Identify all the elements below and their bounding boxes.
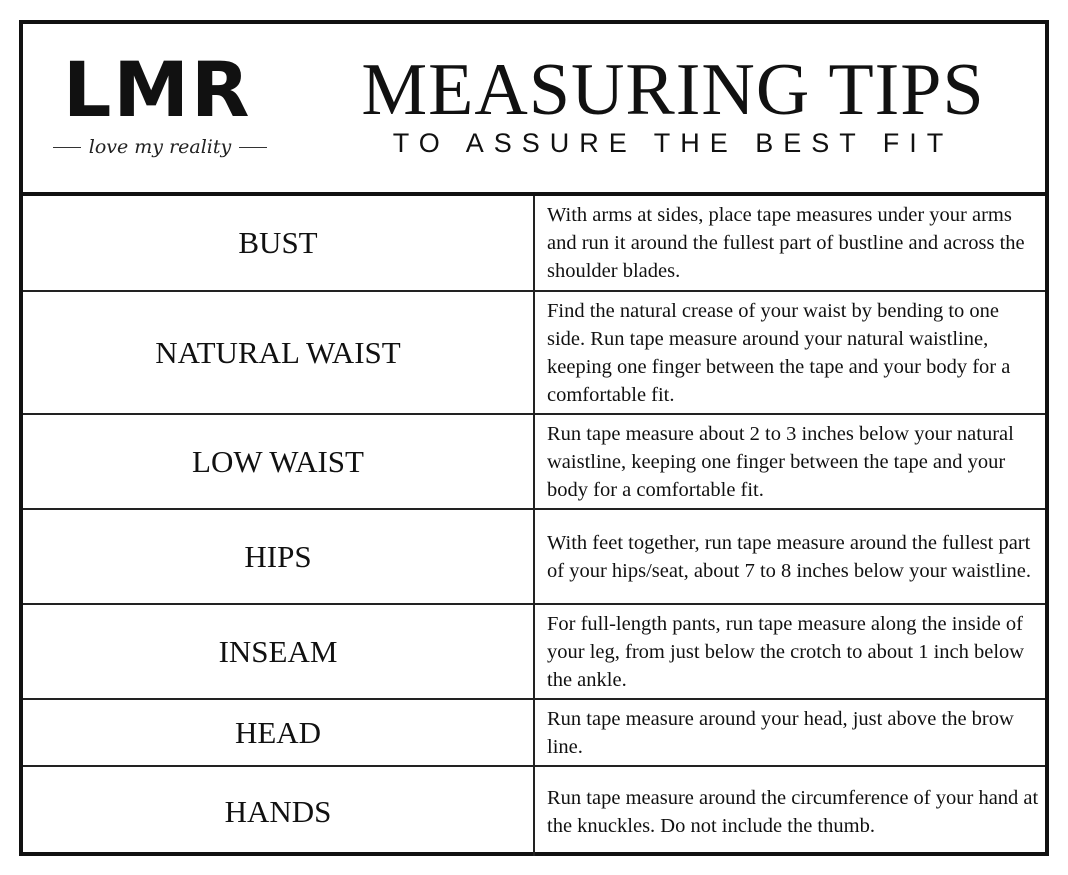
tagline-rule-left bbox=[53, 147, 81, 148]
table-row-low-waist bbox=[23, 413, 1045, 508]
row-label: INSEAM bbox=[23, 605, 535, 698]
row-label: HANDS bbox=[23, 767, 535, 856]
row-description: Run tape measure around the circumference of your hand at the knuckles. Do not include the thumb. bbox=[547, 786, 1039, 837]
measuring-tips-card bbox=[19, 20, 1049, 856]
tagline-text: love my reality bbox=[88, 136, 232, 158]
page-subtitle: TO ASSURE THE BEST FIT bbox=[392, 128, 954, 158]
table-row-hands bbox=[23, 765, 1045, 856]
row-description: Find the natural crease of your waist by bending to one side. Run tape measure around your natural waistline, keeping one finger between the tape and your body for a comfortable fit. bbox=[547, 299, 1011, 406]
table-row-hips bbox=[23, 508, 1045, 603]
brand-logo: LMR bbox=[63, 45, 252, 134]
row-description: With arms at sides, place tape measures under your arms and run it around the fullest part of bustline and across the shoulder blades. bbox=[547, 204, 1025, 282]
table-row-natural-waist bbox=[23, 290, 1045, 413]
tagline-rule-right bbox=[239, 147, 267, 148]
brand-tagline bbox=[37, 136, 283, 158]
row-label: HEAD bbox=[23, 700, 535, 765]
page-title: MEASURING TIPS bbox=[361, 49, 985, 131]
row-description: For full-length pants, run tape measure along the inside of your leg, from just below the crotch to about 1 inch below the ankle. bbox=[547, 612, 1025, 691]
row-description: Run tape measure about 2 to 3 inches below your natural waistline, keeping one finger between the tape and your body for a comfortable fit. bbox=[547, 422, 1014, 501]
row-label: HIPS bbox=[23, 510, 535, 603]
row-label: BUST bbox=[23, 196, 535, 290]
header bbox=[23, 24, 1045, 196]
row-description: Run tape measure around your head, just above the brow line. bbox=[547, 707, 1014, 758]
table-row-inseam bbox=[23, 603, 1045, 698]
row-description: With feet together, run tape measure around the fullest part of your hips/seat, about 7 to 8 inches below your waistline. bbox=[547, 531, 1031, 582]
table-row-head bbox=[23, 698, 1045, 765]
table-row-bust bbox=[23, 196, 1045, 290]
row-label: LOW WAIST bbox=[23, 415, 535, 508]
row-label: NATURAL WAIST bbox=[23, 292, 535, 413]
